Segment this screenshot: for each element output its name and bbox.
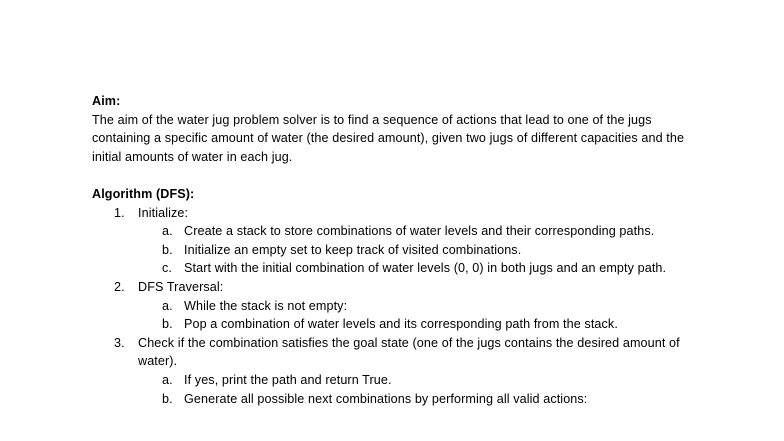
paragraph-spacer xyxy=(92,166,692,185)
step-marker: 1. xyxy=(114,205,125,220)
substep-item xyxy=(138,241,692,260)
algorithm-heading: Algorithm (DFS): xyxy=(92,186,195,201)
substeps-list xyxy=(138,297,692,334)
substeps-list xyxy=(138,371,692,408)
substep-marker: b. xyxy=(162,317,173,332)
substep-text: Generate all possible next combinations by performing all valid actions: xyxy=(184,391,588,406)
document-body xyxy=(92,92,692,408)
substep-item xyxy=(138,297,692,316)
aim-heading: Aim: xyxy=(92,94,121,108)
substep-marker: a. xyxy=(162,372,173,387)
substep-text: Pop a combination of water levels and its corresponding path from the stack. xyxy=(184,317,618,332)
substep-marker: b. xyxy=(162,242,173,257)
step-marker: 3. xyxy=(114,335,125,350)
substep-text: Create a stack to store combinations of water levels and their corresponding paths. xyxy=(184,224,655,239)
substep-text: While the stack is not empty: xyxy=(184,298,348,313)
step-text: DFS Traversal: xyxy=(138,279,224,294)
aim-text: The aim of the water jug problem solver is to find a sequence of actions that lead to one of the jugs containing a specific amount of water (the desired amount), given two jugs of different capacities and the initial amounts of water in each jug. xyxy=(92,112,685,164)
step-item xyxy=(92,334,692,408)
substep-marker: c. xyxy=(162,261,172,276)
step-marker: 2. xyxy=(114,279,125,294)
step-item xyxy=(92,204,692,278)
substep-marker: b. xyxy=(162,391,173,406)
substep-item xyxy=(138,371,692,390)
substep-item xyxy=(138,222,692,241)
substep-item xyxy=(138,390,692,409)
step-text: Check if the combination satisfies the goal state (one of the jugs contains the desired amount of water). xyxy=(138,335,680,369)
step-text: Initialize: xyxy=(138,205,189,220)
substep-text: Initialize an empty set to keep track of visited combinations. xyxy=(184,242,522,257)
substep-text: If yes, print the path and return True. xyxy=(184,372,392,387)
substeps-list xyxy=(138,222,692,278)
substep-marker: a. xyxy=(162,298,173,313)
step-item xyxy=(92,278,692,334)
substep-item xyxy=(138,315,692,334)
algorithm-steps-list xyxy=(92,204,692,409)
substep-marker: a. xyxy=(162,224,173,239)
substep-item xyxy=(138,259,692,278)
substep-text: Start with the initial combination of water levels (0, 0) in both jugs and an empty path. xyxy=(184,261,667,276)
